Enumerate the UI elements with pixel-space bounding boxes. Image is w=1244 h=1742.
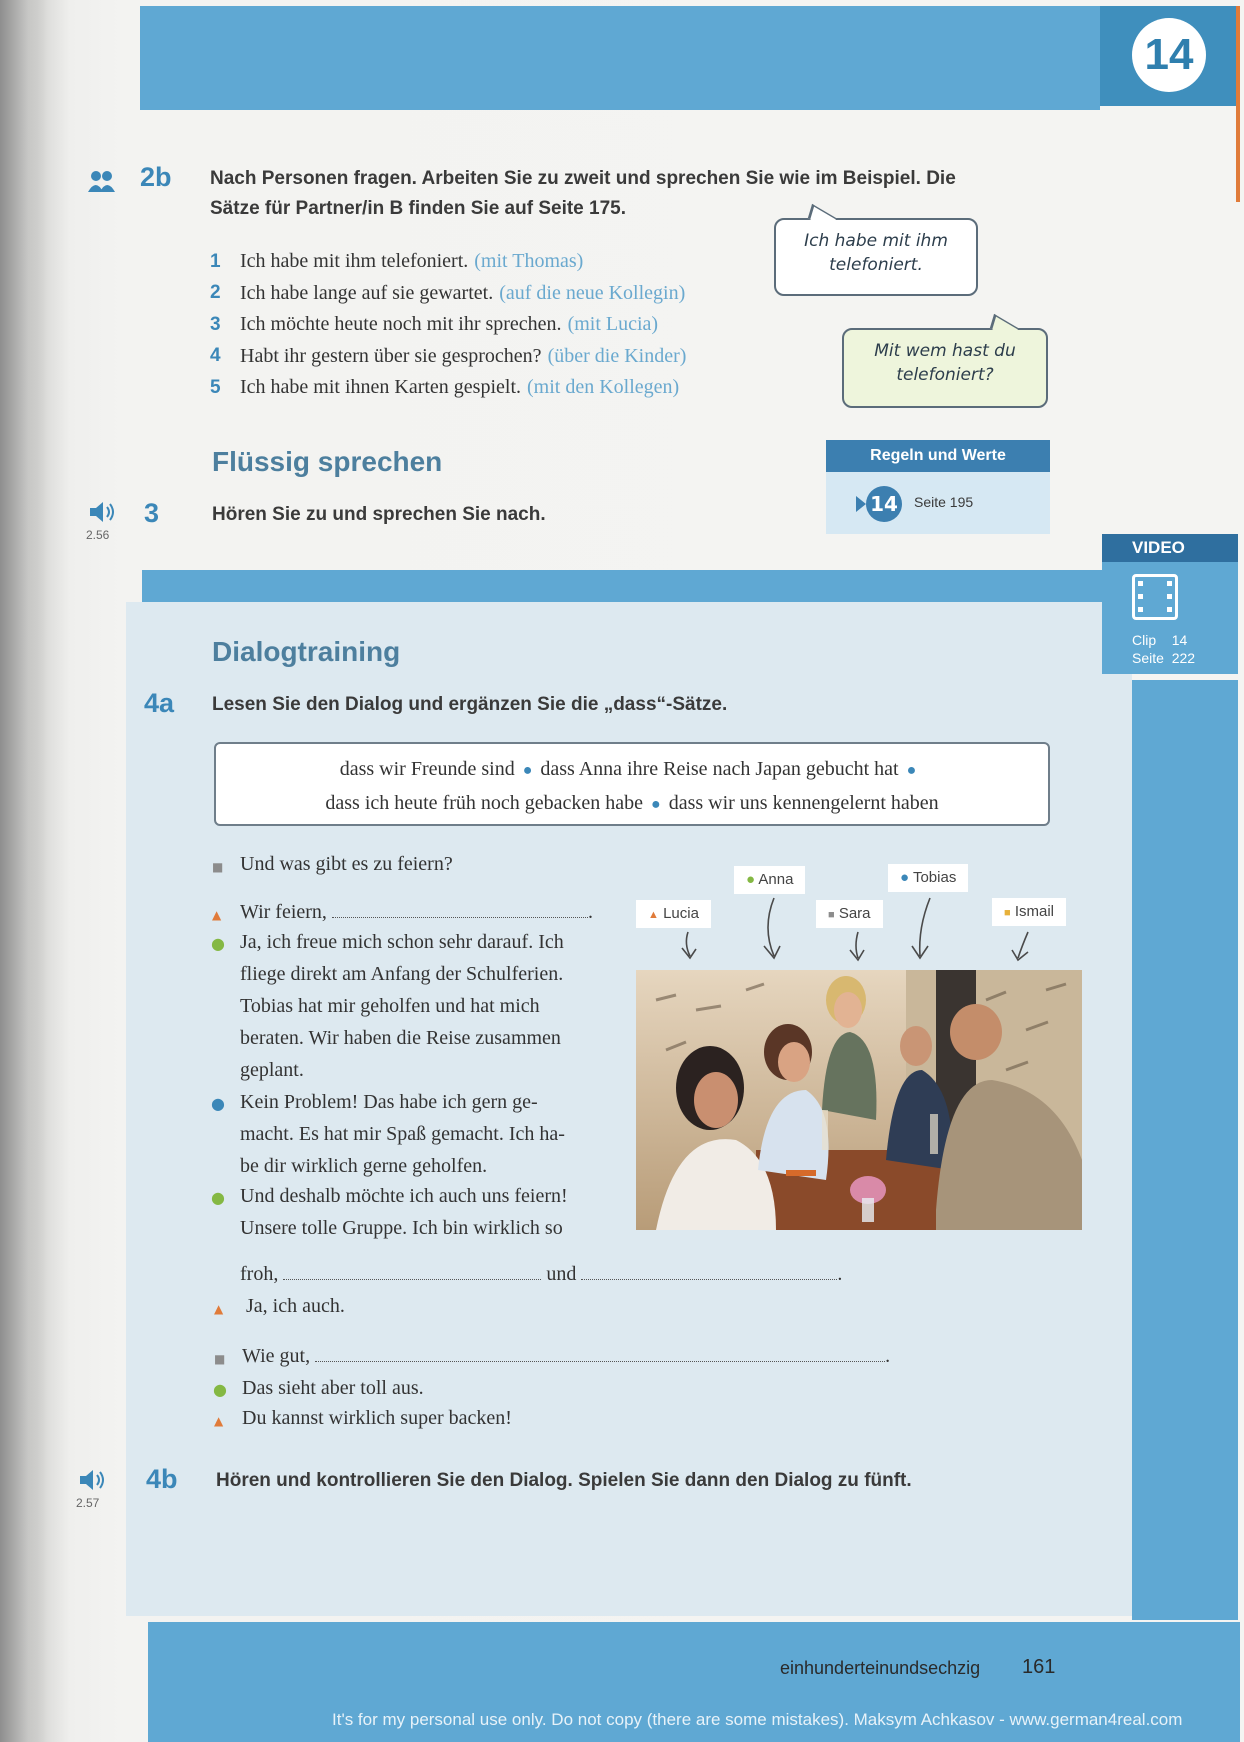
dialog-line-with-gap: Wir feiern, . [240,896,593,928]
dialog-line-with-gap: froh, und . [240,1258,842,1290]
dialog-text: Und deshalb möchte ich auch uns feiern! [240,1185,568,1207]
exercise-2b-instruction-line2: Sätze für Partner/in B finden Sie auf Seite 175. [210,198,627,219]
dialog-text: be dir wirklich gerne geholfen. [240,1155,488,1177]
dialogtraining-heading: Dialogtraining [212,636,401,667]
arrow-tobias [912,898,930,958]
list-item [210,246,810,278]
dialog-text: Kein Problem! Das habe ich gern ge- [240,1091,538,1113]
video-page-ref [1132,650,1195,666]
exercise-4b-number: 4b [146,1464,178,1494]
dialog-line: Du kannst wirklich super backen! [242,1407,512,1429]
dialog-line-block [240,1180,568,1244]
dialog-text: Wie gut, [242,1345,311,1367]
dialog-line: Und was gibt es zu feiern? [240,853,453,875]
name-tag-ismail: ■ Ismail [992,898,1066,926]
name-label: Anna [758,871,794,888]
audio-track-number: 2.56 [86,528,110,542]
exercise-2b-instruction-line1: Nach Personen fragen. Arbeiten Sie zu zweit und sprechen Sie wie im Beispiel. Die [210,168,956,189]
chapter-number: 14 [1132,18,1206,92]
speech-bubble-question [842,328,1048,408]
page-label: Seite [1132,650,1164,666]
play-triangle-icon [856,496,866,512]
exercise-4b-instruction: Hören und kontrollieren Sie den Dialog. Spielen Sie dann den Dialog zu fünft. [216,1470,912,1491]
item-hint: (auf die neue Kollegin) [499,281,686,304]
page-number: 161 [1022,1656,1056,1678]
speaker-blue-dot: ● [211,1094,225,1113]
fill-in-blank[interactable] [332,898,588,918]
option-item: dass wir Freunde sind [339,758,515,780]
word-options-box [214,742,1050,826]
dialog-text: geplant. [240,1059,304,1081]
dialog-line-with-gap: Wie gut, . [242,1340,890,1372]
dialog-text: Wir feiern, [240,901,327,923]
name-tag-anna: ● Anna [734,866,805,894]
exercise-3-instruction: Hören Sie zu und sprechen Sie nach. [212,504,546,525]
item-text: Ich habe mit ihm telefoniert. [240,250,469,273]
exercise-4a-number: 4a [144,688,175,718]
dialog-text: macht. Es hat mir Spaß gemacht. Ich ha- [240,1123,565,1145]
book-spine-shadow [0,0,48,1742]
bubble-tail [990,314,1018,342]
dialog-line: Ja, ich auch. [246,1295,345,1317]
dialog-text: und [546,1263,577,1285]
item-hint: (mit den Kollegen) [527,376,680,399]
option-item: dass wir uns kennengelernt haben [668,792,939,814]
name-tag-lucia: ▲ Lucia [636,900,711,928]
item-text: Ich habe lange auf sie gewartet. [240,281,494,304]
dialog-text: froh, [240,1263,279,1285]
page-number-words: einhunderteinundsechzig [780,1658,981,1678]
video-tab[interactable] [1102,534,1238,674]
name-label: Ismail [1014,903,1054,920]
speaker-green-dot: ● [213,1380,227,1399]
arrow-ismail [1012,932,1028,960]
options-line-2: dass ich heute früh noch gebacken habe ● dass wir uns kennengelernt haben [325,792,939,814]
dialog-line: Das sieht aber toll aus. [242,1377,424,1399]
options-line-1: dass wir Freunde sind ● dass Anna ihre Reise nach Japan gebucht hat ● [339,758,917,780]
item-number: 2 [210,282,221,304]
arrow-sara [850,932,864,960]
arrow-lucia [682,932,696,958]
option-item: dass ich heute früh noch gebacken habe [325,792,644,814]
rules-title: Regeln und Werte [826,440,1050,472]
item-text: Ich möchte heute noch mit ihr sprechen. [240,313,562,336]
bubble-line: telefoniert? [896,365,994,385]
item-number: 5 [210,376,221,398]
right-color-band [1132,680,1238,1620]
speaker-square-marker: ■ [214,1352,226,1366]
speaker-triangle-marker: ▲ [212,908,222,922]
name-label: Lucia [663,905,699,922]
watermark-text: It's for my personal use only. Do not copy (there are some mistakes). Maksym Achkasov - www.german4real.com [332,1710,1183,1729]
section-color-band [142,570,1142,604]
item-text: Habt ihr gestern über sie gesprochen? [240,344,542,367]
fill-in-blank[interactable] [581,1260,837,1280]
list-item [210,278,810,310]
video-clip-ref [1132,632,1187,648]
speaker-triangle-marker: ▲ [214,1414,224,1428]
rules-chapter-badge: 14 [866,486,902,522]
dialog-line-block [240,926,564,1086]
item-hint: (mit Thomas) [474,250,584,273]
name-tag-sara: ■ Sara [816,900,883,928]
partner-work-icon [88,170,116,200]
fill-in-blank[interactable] [283,1260,541,1280]
list-item [210,309,810,341]
item-number: 1 [210,250,221,272]
bubble-line: Mit wem hast du [874,341,1016,361]
fill-in-blank[interactable] [315,1342,885,1362]
item-hint: (mit Lucia) [567,313,659,336]
name-label: Sara [838,905,871,922]
rules-page-ref: Seite 195 [914,494,974,510]
clip-number: 14 [1171,632,1188,648]
audio-track-number: 2.57 [76,1496,100,1510]
dialog-text: Tobias hat mir geholfen und hat mich [240,995,540,1017]
exercise-4a-instruction: Lesen Sie den Dialog und ergänzen Sie die „dass“-Sätze. [212,694,728,715]
video-title: VIDEO [1102,534,1238,562]
exercise-2b-instruction [210,164,956,224]
speech-bubble-answer [774,218,978,296]
speaker-green-dot: ● [211,1188,225,1207]
dialog-text: beraten. Wir haben die Reise zusammen [240,1027,561,1049]
edge-accent-line [1236,6,1240,202]
dialog-text: Ja, ich freue mich schon sehr darauf. Ich [240,931,564,953]
fluessig-heading: Flüssig sprechen [212,446,443,477]
list-item [210,341,810,373]
dialog-text: Unsere tolle Gruppe. Ich bin wirklich so [240,1217,563,1239]
name-tag-tobias: ● Tobias [888,864,968,892]
dialog-text: fliege direkt am Anfang der Schulferien. [240,963,564,985]
clip-label: Clip [1132,632,1157,648]
dialog-line-block [240,1086,565,1182]
top-color-band [140,6,1100,110]
bubble-line: telefoniert. [829,255,923,275]
name-arrows [636,894,1082,970]
item-text: Ich habe mit ihnen Karten gespielt. [240,376,522,399]
list-item [210,372,810,404]
exercise-2b-list [210,246,810,404]
arrow-anna [764,898,780,958]
bubble-line: Ich habe mit ihm [804,231,948,251]
audio-speaker-icon[interactable] [78,1468,108,1498]
option-item: dass Anna ihre Reise nach Japan gebucht hat [540,758,899,780]
exercise-3-number: 3 [144,498,160,528]
page-number: 222 [1171,650,1196,666]
film-icon [1132,574,1178,620]
item-hint: (über die Kinder) [547,344,687,367]
rules-and-values-box[interactable] [826,440,1050,534]
speaker-green-dot: ● [211,934,225,953]
group-photo [636,970,1082,1230]
item-number: 4 [210,345,221,367]
audio-speaker-icon[interactable] [88,500,118,530]
exercise-2b-number: 2b [140,162,172,192]
speaker-square-marker: ■ [212,860,224,874]
item-number: 3 [210,313,221,335]
speaker-triangle-marker: ▲ [214,1302,224,1316]
name-label: Tobias [912,869,957,886]
